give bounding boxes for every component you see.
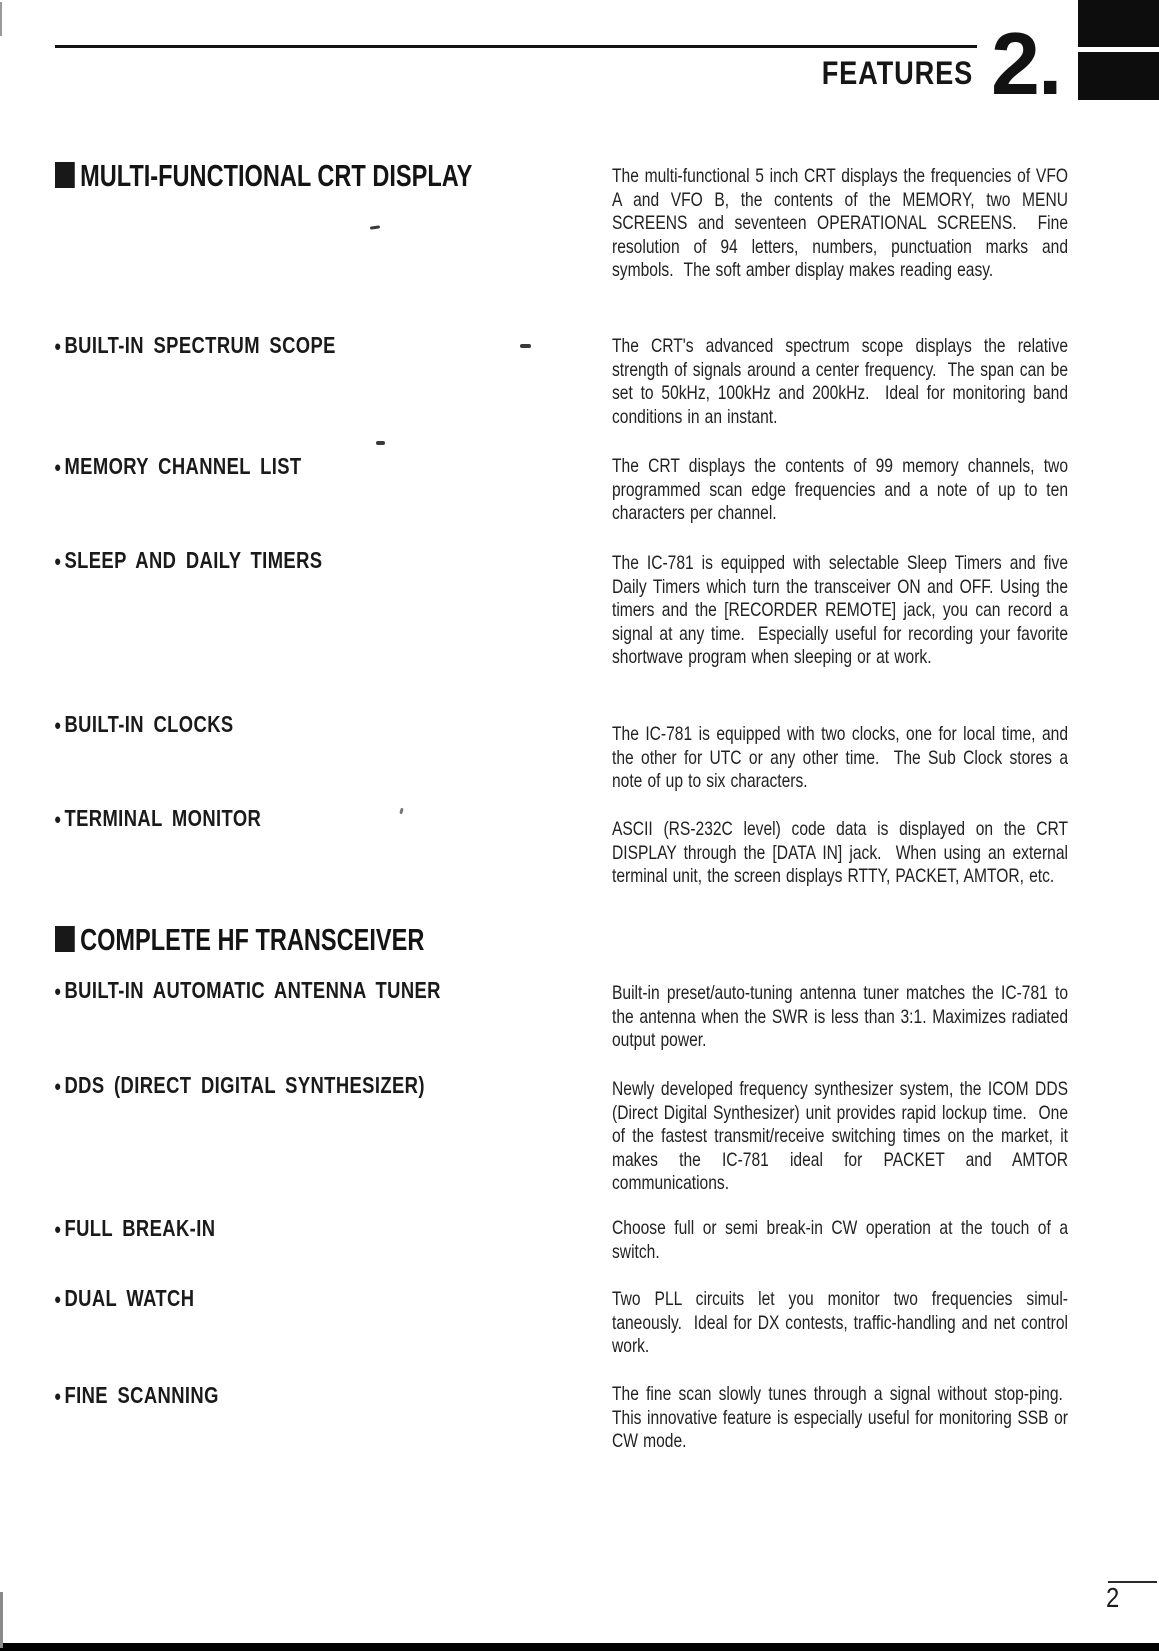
bullet-icon: ●: [54, 1291, 62, 1308]
feature-heading-label: SLEEP AND DAILY TIMERS: [64, 547, 323, 573]
page-number: 2: [1106, 1582, 1120, 1613]
feature-heading-label: FULL BREAK-IN: [64, 1215, 216, 1241]
bullet-icon: ●: [54, 1388, 62, 1405]
feature-heading-spectrum-scope: [54, 332, 336, 360]
bullet-icon: ●: [54, 1078, 62, 1095]
feature-heading-label: BUILT-IN AUTOMATIC ANTENNA TUNER: [64, 977, 441, 1003]
bullet-icon: ●: [54, 811, 62, 828]
section-marker-icon: [55, 162, 75, 188]
feature-description: ASCII (RS-232C level) code data is displayed on the CRT DISPLAY through the [DATA IN] jack. When using an external terminal unit, the screen displays RTTY, PACKET, AMTOR, etc.: [612, 818, 1068, 887]
feature-heading-terminal-monitor: [54, 805, 261, 833]
chapter-title: FEATURES: [821, 55, 973, 91]
section-marker-icon: [55, 926, 75, 952]
scan-artifact: [0, 1592, 3, 1648]
feature-heading-label: FINE SCANNING: [64, 1382, 219, 1408]
feature-description: The fine scan slowly tunes through a signal without stop-ping. This innovative feature is especially useful for monitoring SSB or CW mode.: [612, 1383, 1068, 1452]
scan-artifact: [399, 808, 403, 815]
feature-description: Built-in preset/auto-tuning antenna tuner matches the IC-781 to the antenna when the SWR is less than 3:1. Maximizes radiated output power.: [612, 982, 1068, 1051]
feature-heading-label: BUILT-IN SPECTRUM SCOPE: [64, 332, 336, 358]
feature-description: Newly developed frequency synthesizer system, the ICOM DDS (Direct Digital Synthesizer) unit provides rapid lockup time. One of the fastest transmit/receive switching times on the market, it makes the IC-781 ideal for PACKET and AMTOR communications.: [612, 1078, 1068, 1194]
feature-description: The CRT displays the contents of 99 memory channels, two programmed scan edge frequencies and a note of up to ten characters per channel.: [612, 455, 1068, 524]
feature-heading-memory-channel-list: [54, 453, 302, 481]
page-bottom-bar: [0, 1643, 1159, 1651]
feature-heading-sleep-daily-timers: [54, 547, 322, 575]
bullet-icon: ●: [54, 553, 62, 570]
bullet-icon: ●: [54, 717, 62, 734]
feature-heading-dds: [54, 1072, 425, 1100]
section-heading-crt-display: [55, 159, 472, 193]
corner-block-icon: [1078, 0, 1159, 47]
feature-heading-dual-watch: [54, 1285, 194, 1313]
feature-heading-label: DUAL WATCH: [64, 1285, 195, 1311]
feature-heading-label: BUILT-IN CLOCKS: [64, 711, 234, 737]
feature-heading-label: DDS (DIRECT DIGITAL SYNTHESIZER): [64, 1072, 425, 1098]
section-heading-hf-transceiver: [55, 923, 424, 957]
feature-heading-label: MEMORY CHANNEL LIST: [64, 453, 302, 479]
feature-heading-built-in-clocks: [54, 711, 234, 739]
corner-block-icon: [1078, 52, 1159, 100]
bullet-icon: ●: [54, 983, 62, 1000]
bullet-icon: ●: [54, 1221, 62, 1238]
feature-heading-full-break-in: [54, 1215, 215, 1243]
feature-description: The IC-781 is equipped with two clocks, one for local time, and the other for UTC or any other time. The Sub Clock stores a note of up to six characters.: [612, 723, 1068, 792]
feature-heading-antenna-tuner: [54, 977, 441, 1005]
feature-description: The multi-functional 5 inch CRT displays the frequencies of VFO A and VFO B, the contents of the MEMORY, two MENU SCREENS and seventeen OPERATIONAL SCREENS. Fine resolution of 94 letters, numbers, punctuation marks and symbols. The soft amber display makes reading easy.: [612, 165, 1068, 281]
feature-heading-fine-scanning: [54, 1382, 219, 1410]
section-heading-label: COMPLETE HF TRANSCEIVER: [80, 922, 425, 957]
feature-heading-label: TERMINAL MONITOR: [64, 805, 262, 831]
scan-artifact: [0, 2, 2, 36]
header-rule: [55, 45, 977, 48]
chapter-number: 2.: [991, 14, 1061, 113]
bullet-icon: ●: [54, 459, 62, 476]
feature-description: Two PLL circuits let you monitor two frequencies simul-taneously. Ideal for DX contests, traffic-handling and net control work.: [612, 1288, 1068, 1357]
scan-artifact: [376, 441, 385, 445]
feature-description: The IC-781 is equipped with selectable Sleep Timers and five Daily Timers which turn the transceiver ON and OFF. Using the timers and the [RECORDER REMOTE] jack, you can record a signal at any time. Especially useful for recording your favorite shortwave program when sleeping or at work.: [612, 552, 1068, 668]
bullet-icon: ●: [54, 338, 62, 355]
feature-description: The CRT's advanced spectrum scope displays the relative strength of signals around a center frequency. The span can be set to 50kHz, 100kHz and 200kHz. Ideal for monitoring band conditions in an instant.: [612, 335, 1068, 428]
scan-artifact: [520, 344, 531, 348]
section-heading-label: MULTI-FUNCTIONAL CRT DISPLAY: [80, 158, 473, 193]
scan-artifact: [370, 225, 380, 229]
feature-description: Choose full or semi break-in CW operation at the touch of a switch.: [612, 1217, 1068, 1263]
